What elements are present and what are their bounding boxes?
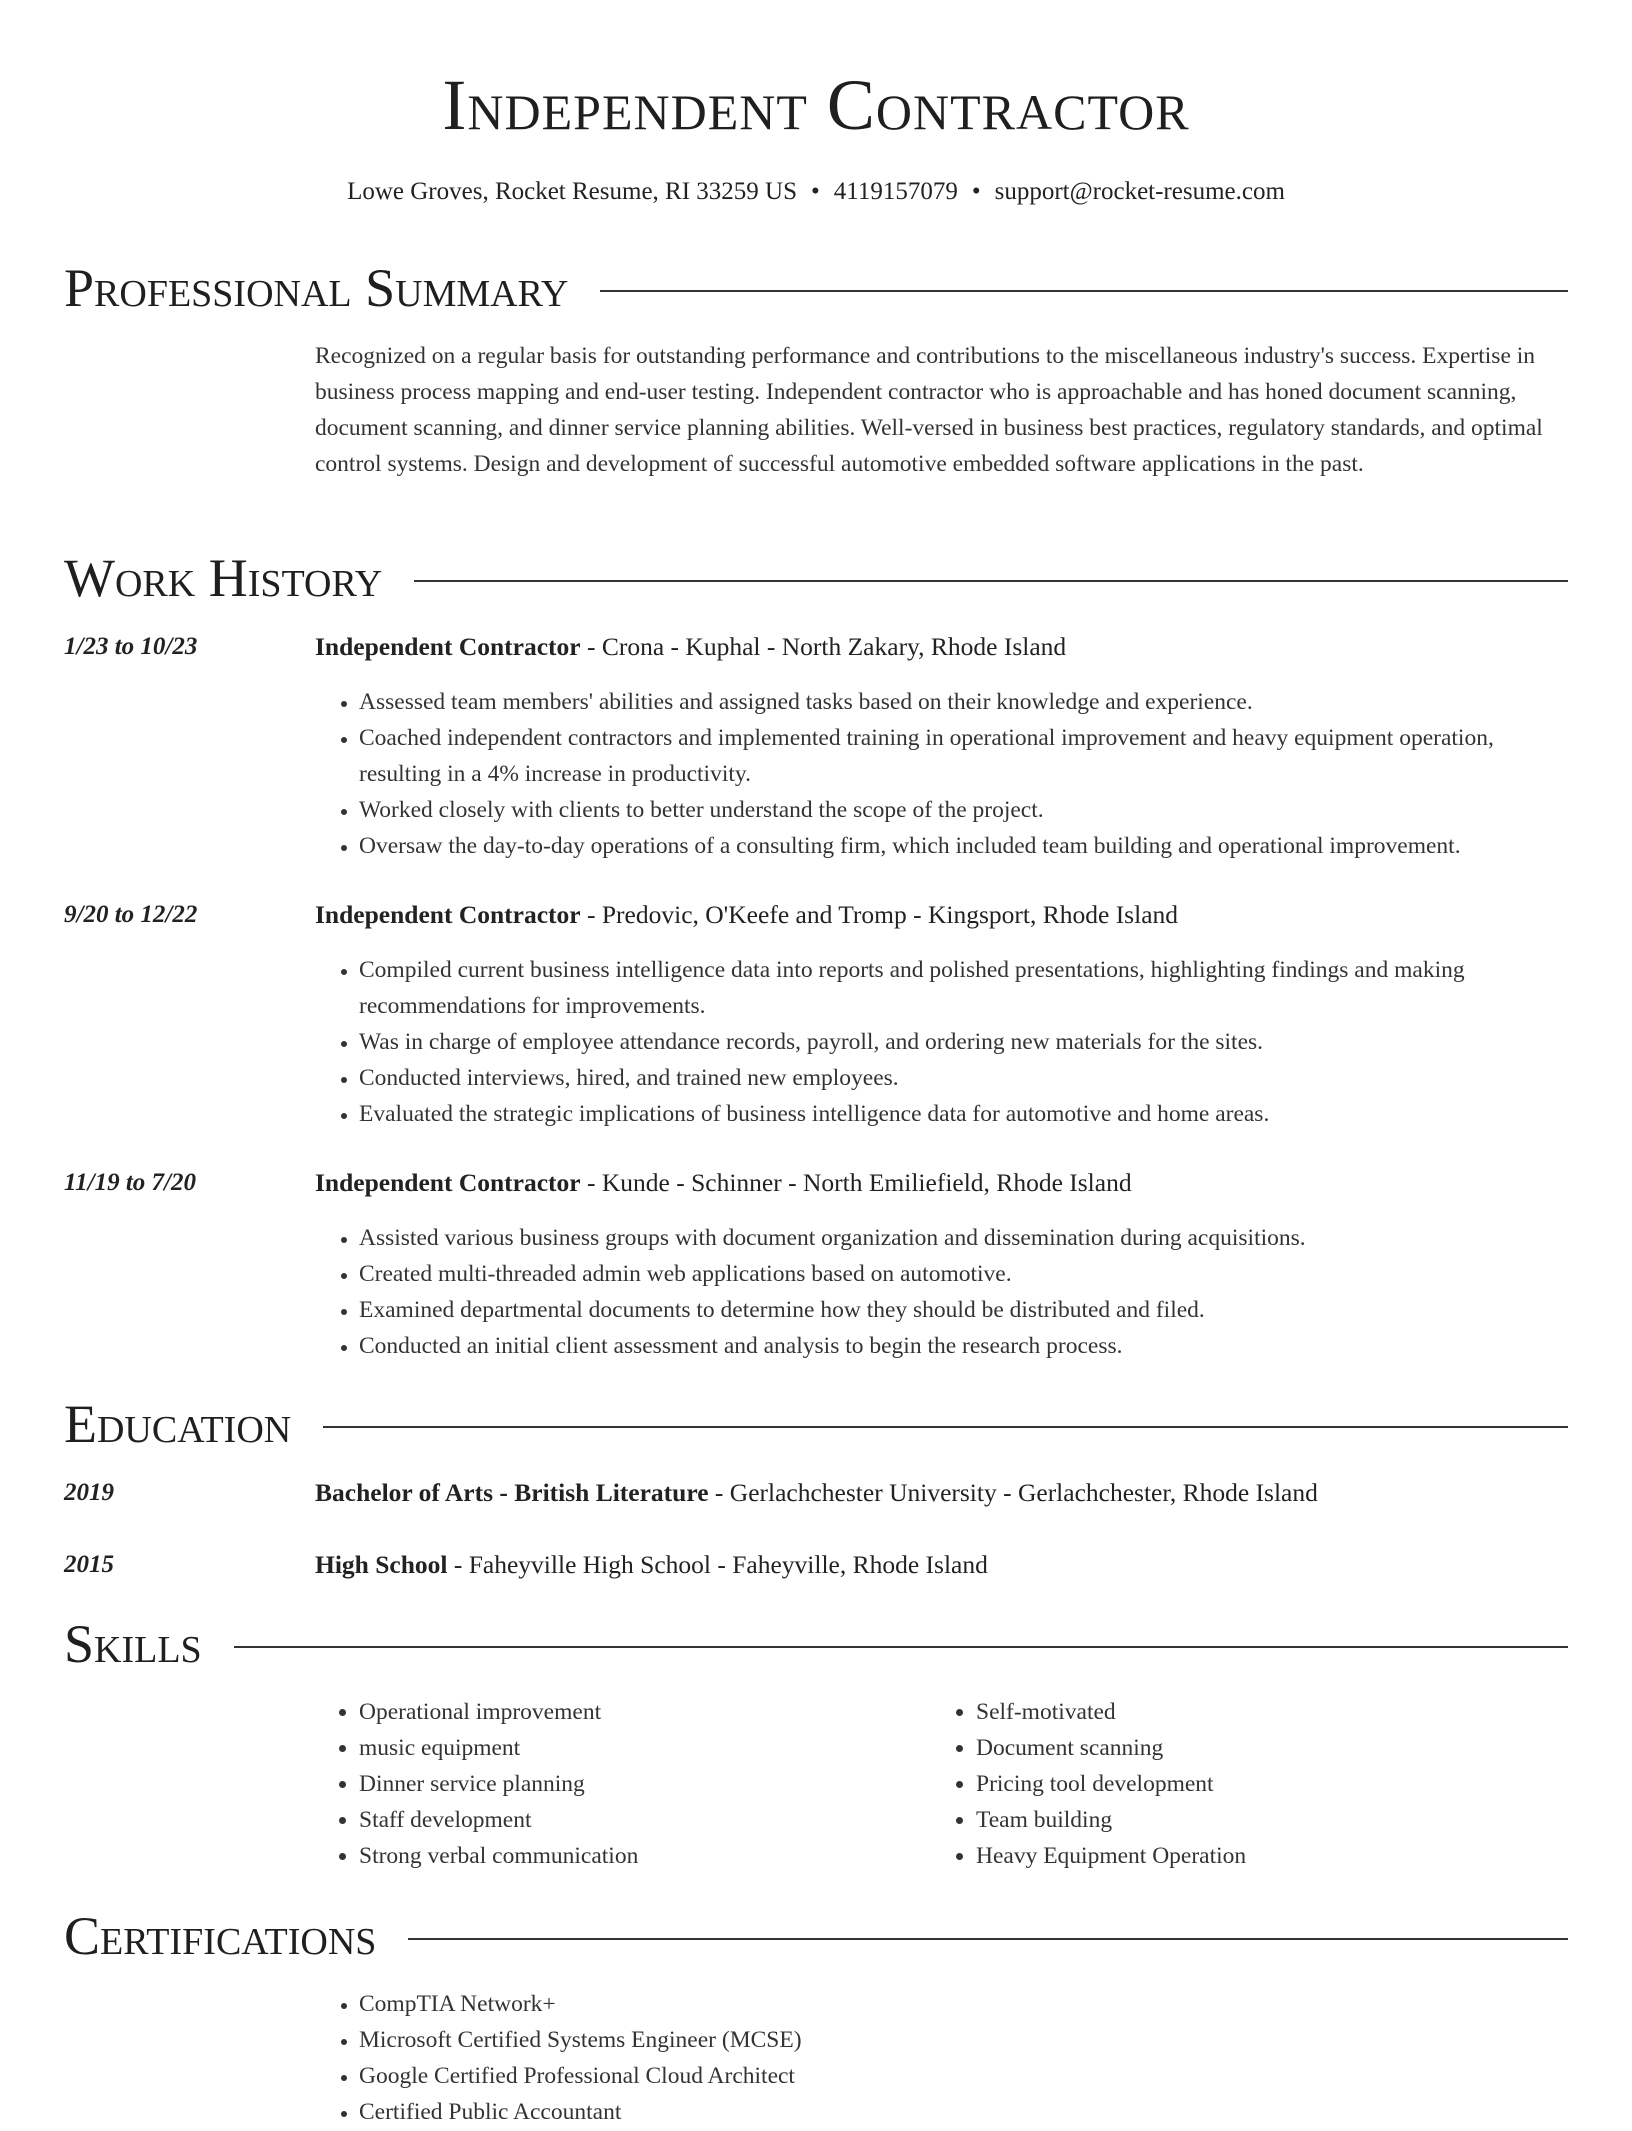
section-divider (408, 1938, 1568, 1940)
section-heading-education (64, 1394, 1568, 1454)
certification-item: • CompTIA Network+ (359, 1986, 1570, 2022)
job-dates: 9/20 to 12/22 (64, 901, 198, 928)
list-item: • Evaluated the strategic implications of business intelligence data for automotive and home areas. (359, 1096, 1570, 1132)
job-title: Independent Contractor (315, 900, 581, 929)
section-divider (600, 290, 1568, 292)
section-divider (323, 1426, 1568, 1428)
list-item: • Conducted an initial client assessment and analysis to begin the research process. (359, 1328, 1570, 1364)
skill-item: • Heavy Equipment Operation (976, 1838, 1492, 1874)
job-bullets (315, 952, 1570, 1132)
section-title: Work History (64, 548, 383, 608)
contact-separator: • (971, 178, 981, 205)
list-item: • Assessed team members' abilities and assigned tasks based on their knowledge and experience. (359, 684, 1570, 720)
education-year: 2019 (64, 1479, 114, 1506)
job-heading (315, 630, 1570, 664)
section-heading-summary (64, 258, 1568, 318)
list-item: • Coached independent contractors and implemented training in operational improvement and heavy equipment operation, resulting in a 4% increase in productivity. (359, 720, 1570, 792)
skill-item: • Pricing tool development (976, 1766, 1492, 1802)
education-entry (315, 1476, 1570, 1510)
skill-item: • Self-motivated (976, 1694, 1492, 1730)
list-item: • Assisted various business groups with document organization and dissemination during acquisitions. (359, 1220, 1570, 1256)
skills-list-left (315, 1694, 875, 1874)
job-details: - Predovic, O'Keefe and Tromp - Kingsport, Rhode Island (580, 900, 1179, 929)
contact-line (0, 176, 1632, 208)
contact-phone: 4119157079 (833, 178, 958, 205)
education-details: - Gerlachchester University - Gerlachchester, Rhode Island (708, 1478, 1318, 1507)
skill-item: • music equipment (359, 1730, 875, 1766)
education-degree: Bachelor of Arts - British Literature (315, 1478, 709, 1507)
education-year: 2015 (64, 1551, 114, 1578)
list-item: • Created multi-threaded admin web applications based on automotive. (359, 1256, 1570, 1292)
summary-text: Recognized on a regular basis for outstanding performance and contributions to the miscellaneous industry's success. Expertise in business process mapping and end-user testing. Independent contractor who is approachable and has honed document scanning, document scanning, and dinner service planning abilities. Well-versed in business best practices, regulatory standards, and optimal control systems. Design and development of successful automotive embedded software applications in the past. (315, 343, 1543, 477)
section-title: Skills (64, 1614, 202, 1674)
job-bullets (315, 684, 1570, 864)
section-divider (414, 580, 1568, 582)
section-heading-skills (64, 1614, 1568, 1674)
list-item: • Worked closely with clients to better understand the scope of the project. (359, 792, 1570, 828)
skill-item: • Dinner service planning (359, 1766, 875, 1802)
education-details: - Faheyville High School - Faheyville, Rhode Island (447, 1550, 988, 1579)
list-item: • Conducted interviews, hired, and trained new employees. (359, 1060, 1570, 1096)
certification-item: • Microsoft Certified Systems Engineer (MCSE) (359, 2022, 1570, 2058)
education-degree: High School (315, 1550, 448, 1579)
skills-list-right (932, 1694, 1492, 1874)
job-details: - Kunde - Schinner - North Emiliefield, Rhode Island (580, 1168, 1132, 1197)
certification-item: • Google Certified Professional Cloud Architect (359, 2058, 1570, 2094)
section-heading-certifications (64, 1906, 1568, 1966)
certifications-list (315, 1986, 1570, 2130)
skill-item: • Operational improvement (359, 1694, 875, 1730)
section-title: Certifications (64, 1906, 377, 1966)
contact-separator: • (811, 178, 820, 205)
job-dates: 1/23 to 10/23 (64, 633, 198, 660)
list-item: • Compiled current business intelligence data into reports and polished presentations, highlighting findings and making recommendations for improvements. (359, 952, 1570, 1024)
job-details: - Crona - Kuphal - North Zakary, Rhode Island (580, 632, 1067, 661)
section-divider (234, 1646, 1568, 1648)
certification-item: • Certified Public Accountant (359, 2094, 1570, 2130)
list-item: • Oversaw the day-to-day operations of a consulting firm, which included team building and operational improvement. (359, 828, 1570, 864)
job-heading (315, 1166, 1570, 1200)
candidate-name: Independent Contractor (442, 65, 1190, 145)
job-title: Independent Contractor (315, 1168, 581, 1197)
section-title: Professional Summary (64, 258, 569, 318)
list-item: • Was in charge of employee attendance records, payroll, and ordering new materials for the sites. (359, 1024, 1570, 1060)
skill-item: • Staff development (359, 1802, 875, 1838)
skill-item: • Document scanning (976, 1730, 1492, 1766)
section-title: Education (64, 1394, 292, 1454)
list-item: • Examined departmental documents to determine how they should be distributed and filed. (359, 1292, 1570, 1328)
job-title: Independent Contractor (315, 632, 581, 661)
contact-address: Lowe Groves, Rocket Resume, RI 33259 US (347, 178, 798, 205)
section-heading-work-history (64, 548, 1568, 608)
job-bullets (315, 1220, 1570, 1364)
job-heading (315, 898, 1570, 932)
skill-item: • Team building (976, 1802, 1492, 1838)
contact-email[interactable]: support@rocket-resume.com (994, 178, 1285, 205)
job-dates: 11/19 to 7/20 (64, 1169, 196, 1196)
skill-item: • Strong verbal communication (359, 1838, 875, 1874)
education-entry (315, 1548, 1570, 1582)
